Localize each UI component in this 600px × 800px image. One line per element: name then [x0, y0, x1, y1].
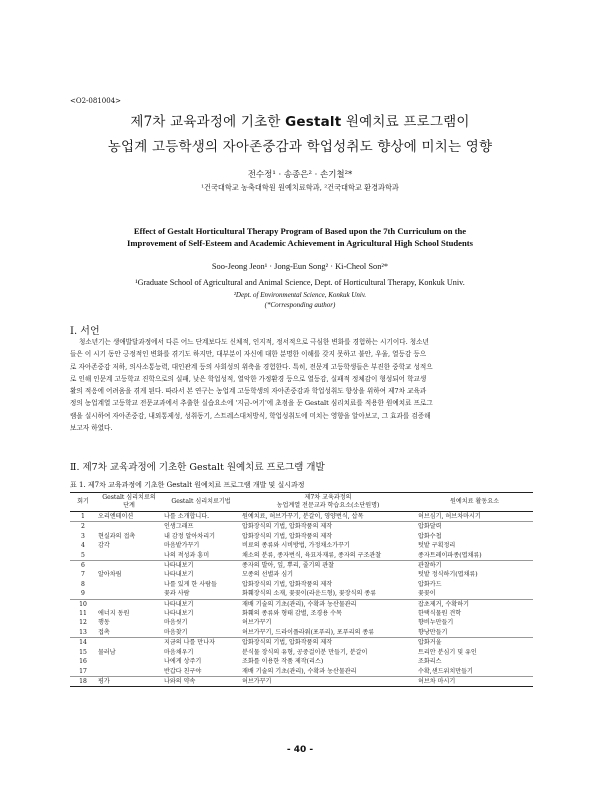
- header-stage: Gestalt 심리치료의 단계: [96, 493, 162, 512]
- table-row: 1 오리엔테이션 나를 소개합니다. 원예치료, 허브가꾸기, 분갈이, 영양번식, 삽목 허브심기, 허브차마시기: [70, 512, 533, 522]
- table-row: 7 알아차림 나타내보기 모종의 선별과 심기 텃밭 정식하기(엽채류): [81, 571, 478, 579]
- program-table: [70, 492, 533, 687]
- table-row: 5 나의 적성과 흥미 채소의 분류, 종자번식, 육묘자재류, 종자의 구조관찰 종자트레이파종(엽채류): [70, 551, 533, 561]
- table-row: 4 감각 마음밭가꾸기 비료의 종류와 시비방법, 가정채소가꾸기 텃밭 구획정리: [81, 542, 456, 550]
- section-1-title: Ⅰ. 서언: [70, 326, 100, 337]
- corresponding-author-note: (*Corresponding author): [264, 301, 336, 309]
- table-row: 8 나를 있게 한 사람들 압화장식의 기법, 압화작품의 제작 압화카드: [81, 580, 442, 588]
- paper-code: <O2-081004>: [70, 97, 122, 105]
- body-line: 보고자 하였다.: [70, 424, 113, 433]
- section-2-title: Ⅱ. 제7차 교육과정에 기초한 Gestalt 원예치료 프로그램 개발: [70, 462, 325, 473]
- body-line: 로 자아존중감 저하, 의사소통능력, 대인관계 등의 사회성의 위축을 경험한다. 특히, 전문계 고등학생들은 부진한 중학교 성적으: [70, 362, 433, 371]
- english-title-line-1: Effect of Gestalt Horticultural Therapy Program of Based upon the 7th Curriculum on the: [133, 226, 467, 236]
- section-1-body: [70, 336, 532, 434]
- table-row: 16 나에게 상주기 조화를 이용한 작품 제작(리스) 조화리스: [79, 658, 442, 666]
- table-row: 18 평가 나와의 약속 허브가꾸기 허브차 마시기: [70, 676, 533, 686]
- header-activity: 원예치료 활동요소: [416, 493, 533, 512]
- page-number: - 40 -: [286, 745, 314, 755]
- korean-title-line-1: 제7차 교육과정에 기초한 Gestalt 원예치료 프로그램이: [130, 114, 470, 130]
- body-line: 램을 실시하여 자아존중감, 내외통제성, 성취동기, 스트레스대처방식, 학업성취도에 미치는 영향을 알아보고, 그 효과를 검증해: [70, 411, 431, 420]
- body-line: 청소년기는 생애발달과정에서 다른 어느 단계보다도 신체적, 인지적, 정서적으로 극심한 변화를 경험하는 시기이다. 청소년: [79, 338, 429, 346]
- body-line: 정의 농업계열 고등학교 전문교과에서 추출한 실습요소에 '지금-여기'에 초점을 둔 Gestalt 심리치료를 적용한 원예치료 프로그: [70, 399, 433, 408]
- table-row: 12 행동 마음씻기 허브가꾸기 향비누만들기: [79, 619, 454, 627]
- table-row: 14 지금의 나를 만나자 압화장식의 기법, 압화작품의 제작 압화거울: [79, 639, 442, 647]
- korean-affiliation: ¹건국대학교 농축대학원 원예치료학과, ²건국대학교 환경과학과: [201, 183, 399, 192]
- korean-authors: 전수정¹ · 송종은² · 손기철²*: [247, 170, 353, 180]
- body-line: 들은 이 시기 동안 긍정적인 변화를 겪기도 하지만, 대부분이 자신에 대한 분명한 이해를 갖지 못하고 불안, 우울, 열등감 등으: [70, 350, 427, 359]
- table-row: 10 나타내보기 재배 기술의 기초(관리), 수확과 농산물관리 잡초제거, 수확하기: [79, 600, 469, 608]
- table-row: 3 현실과의 접촉 내 감정 알아차리기 압화장식의 기법, 압화작품의 제작 압화수첩: [81, 532, 442, 540]
- table-row: 2 인생그래프 압화장식의 기법, 압화작품의 제작 압화달력: [81, 523, 442, 531]
- table-caption: 표 1. 제7차 교육과정에 기초한 Gestalt 원예치료 프로그램 개발 및 실시과정: [70, 481, 305, 489]
- table-row: 15 물러남 마음채우기 분식물 장식의 유형, 공중걸이분 만들기, 분갈이 트리안 분심기 및 유인: [79, 648, 477, 656]
- table-row: 11 에너지 동원 나타내보기 화훼의 종류와 형태 감별, 조경용 수목 한택식물원 견학: [79, 610, 462, 618]
- table-row: 13 접촉 마음찾기 허브가꾸기, 드라이플라워(포푸리), 포푸리의 종류 향낭만들기: [70, 628, 533, 638]
- table-row: 6 나타내보기 종자의 발아, 잎, 뿌리, 줄기의 관찰 관찰하기: [81, 562, 442, 570]
- korean-title-line-2: 농업계 고등학생의 자아존중감과 학업성취도 향상에 미치는 영향: [107, 139, 493, 155]
- english-affiliation: ¹Graduate School of Agricultural and Animal Science, Dept. of Horticultural Therapy, Konkuk Univ.: [135, 278, 465, 287]
- table-row: 17 반갑다 친구야 재배 기술의 기초(관리), 수확과 농산물관리 수확,샌드위치만들기: [70, 667, 533, 677]
- header-technique: Gestalt 심리치료기법: [162, 493, 240, 512]
- table-row: 9 꽃과 사람 화훼장식의 소재, 꽃꽂이(라운드형), 꽃장식의 종류 꽃꽂이: [70, 589, 533, 599]
- english-title-line-2: Improvement of Self-Esteem and Academic Achievement in Agricultural High School Students: [127, 238, 473, 248]
- body-line: 활의 적응에 어려움을 겪게 된다. 따라서 본 연구는 농업계 고등학생의 자아존중감과 학업성취도 향상을 위하여 제7차 교육과: [70, 387, 427, 396]
- body-line: 로 인해 인문계 고등학교 진학으로의 실패, 낮은 학업성적, 열악한 가정환경 등으로 열등감, 실패적 정체감이 형성되어 학교생: [70, 374, 427, 383]
- english-authors: Soo-Jeong Jeon¹ · Jong-Eun Song² · Ki-Cheol Son²*: [211, 262, 389, 271]
- header-curriculum: 제7차 교육과정의 농업계열 전문교과 학습요소(소단원명): [240, 493, 416, 512]
- table-header-row: [70, 493, 533, 512]
- english-department: ²Dept. of Environmental Science, Konkuk Univ.: [233, 291, 367, 299]
- header-session: 회기: [70, 493, 96, 512]
